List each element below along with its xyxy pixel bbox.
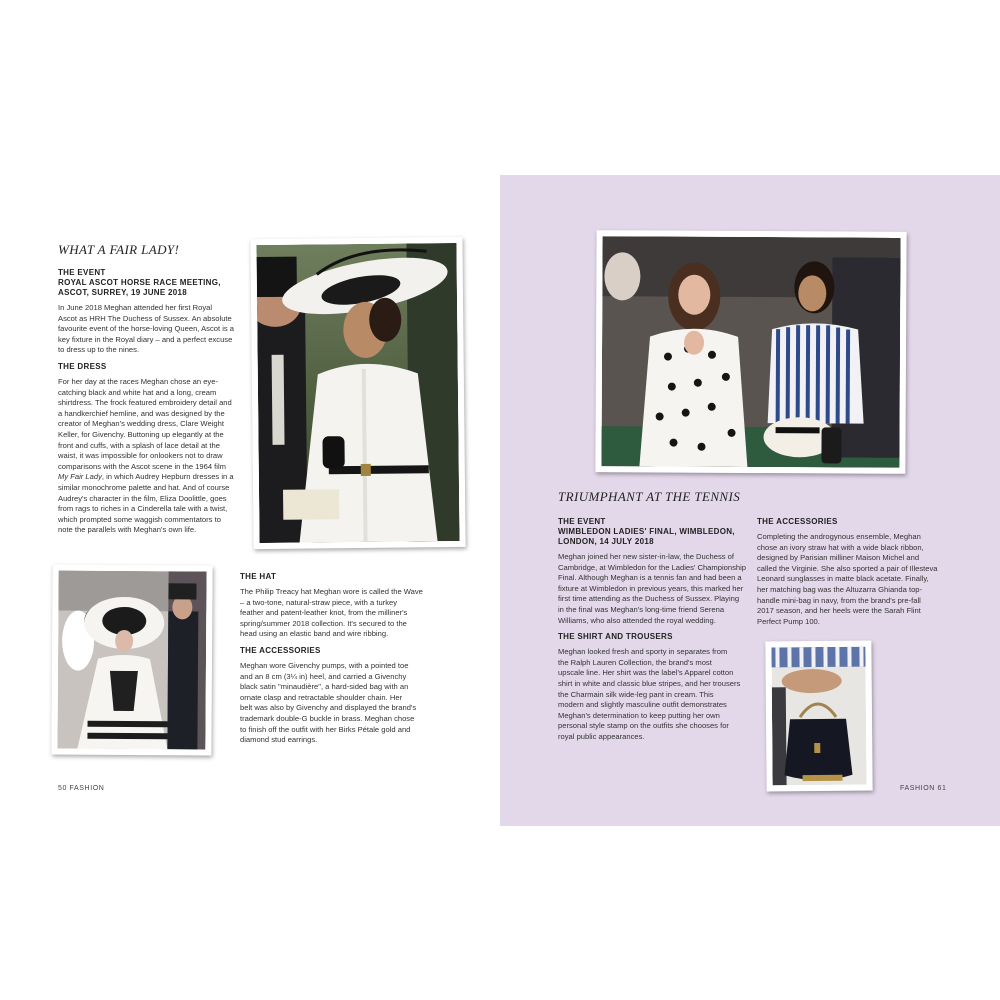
text-line: Cambridge, at Wimbledon for the Ladies' Championship (558, 562, 747, 572)
text-line: Meghan wore Givenchy pumps, with a pointed toe (240, 660, 409, 670)
right-event-subheading-1: WIMBLEDON LADIES' FINAL, WIMBLEDON, (558, 527, 735, 536)
text-line: Final. Although Meghan is a tennis fan and had been a (558, 573, 742, 583)
shirt-heading: THE SHIRT AND TROUSERS (558, 632, 673, 642)
hat-text (240, 587, 440, 640)
text-line: Perfect Pump 100. (757, 616, 820, 626)
text-line: her matching bag was the Altuzarra Ghianda top- (757, 584, 923, 594)
left-event-block (58, 268, 248, 536)
text-line: Ascot as HRH The Duchess of Sussex. An absolute (58, 313, 232, 323)
text-line: chose an ivory straw hat with a wide black ribbon, (757, 542, 924, 552)
section-title-fair-lady: WHAT A FAIR LADY! (58, 242, 180, 257)
fair-lady-photo-image (57, 570, 206, 749)
text-line: to dress up to the nines. (58, 345, 140, 355)
section-title-tennis: TRIUMPHANT AT THE TENNIS (558, 489, 741, 504)
text-line: feather and patent-leather knot, from the milliner's (240, 608, 408, 618)
wimbledon-photo (601, 236, 900, 468)
text-line: 2017 season, and her heels were the Sarah Flint (757, 606, 921, 616)
left-event-text (58, 303, 248, 356)
right-accessories-text (757, 532, 957, 627)
fair-lady-photo (57, 570, 206, 749)
text-line: creator of Meghan's wedding dress, Clare Weight (58, 419, 224, 429)
right-event-heading: THE EVENT (558, 517, 606, 526)
text-line: the Ralph Lauren Collection, the brand's most (558, 657, 712, 667)
bag-photo (771, 647, 866, 786)
left-folio: 50 FASHION (58, 785, 105, 792)
fair-lady-photo-frame (51, 564, 212, 755)
ascot-photo-frame (250, 237, 465, 549)
hat-heading: THE HAT (240, 572, 277, 581)
ascot-photo-image (256, 243, 459, 543)
bag-photo-frame (765, 641, 872, 792)
text-line: For her day at the races Meghan chose an eye- (58, 376, 218, 386)
right-event-subheading-2: LONDON, 14 JULY 2018 (558, 537, 654, 546)
shirt-text (558, 647, 748, 742)
text-line: handle mini-bag in navy, from the brand's pre-fall (757, 595, 921, 605)
text-line: note the parallels with Meghan's own life. (58, 525, 197, 535)
text-line: trademark double-G buckle in brass. Meghan chose (240, 713, 415, 723)
text-line: the Charmain silk wide-leg pant in cream. This (558, 689, 714, 699)
right-event-text (558, 552, 748, 626)
text-line: Keller, for Givenchy. Buttoning up elegantly at the (58, 429, 224, 439)
text-line: and an 8 cm (3¼ in) heel, and carried a Givenchy (240, 671, 407, 681)
film-title: My Fair Lady (58, 472, 102, 482)
text-line: shirtdress. The frock featured embroidery detail and (58, 398, 232, 408)
dress-text (58, 377, 248, 536)
right-event-block (558, 517, 748, 743)
text-line: called the Virginie. She also sported a pair of Illesteva (757, 563, 938, 573)
text-line: fixture at Wimbledon in previous years, this marked her (558, 583, 744, 593)
left-accessories-text (240, 661, 440, 746)
text-line: diamond stud earrings. (240, 735, 318, 745)
text-line: Meghan joined her new sister-in-law, the Duchess of (558, 552, 735, 561)
text-line: catching black and white hat and a long, cream (58, 387, 217, 397)
left-event-subheading-1: ROYAL ASCOT HORSE RACE MEETING, (58, 278, 221, 287)
text-line: royal public appearances. (558, 731, 645, 741)
text-line: upscale line. Her shirt was the label's Apparel cotton (558, 668, 734, 678)
right-folio: FASHION 61 (900, 785, 947, 792)
text-line: front and cuffs, with a splash of lace detail at the (58, 440, 220, 450)
text-line: similar monochrome palette and hat. And of course (58, 482, 230, 492)
text-line: modern and slightly masculine outfit demonstrates (558, 700, 727, 710)
text-line: In June 2018 Meghan attended her first Royal (58, 303, 213, 312)
right-accessories-heading: THE ACCESSORIES (757, 517, 838, 526)
left-hat-block (240, 572, 440, 746)
text-line: key fixture in the Royal diary – and a perfect excuse (58, 334, 233, 344)
text-line: belt was also by Givenchy and displayed the brand's (240, 703, 417, 713)
text-line (58, 472, 248, 483)
text-line: first time attending as the Duchess of Sussex. Playing (558, 594, 740, 604)
text-line: shirt in white and classic blue stripes, and her trousers (558, 678, 741, 688)
text-line: comparisons with the Ascot scene in the 1964 film (58, 461, 226, 471)
text-line: head using an elastic band and wire ribbing. (240, 629, 389, 639)
ascot-photo (256, 243, 459, 543)
text-line: in the final was Meghan's long-time friend Serena (558, 604, 725, 614)
text-line: waist, it was impossible for onlookers not to draw (58, 451, 223, 461)
bag-photo-image (771, 647, 866, 786)
left-event-heading: THE EVENT (58, 268, 106, 277)
left-event-subheading-2: ASCOT, SURREY, 19 JUNE 2018 (58, 288, 188, 297)
right-accessories-block (757, 517, 957, 627)
text-line: which prompted some waggish commentators to (58, 514, 221, 524)
text-line: Completing the androgynous ensemble, Meghan (757, 532, 921, 541)
text-line: to finish off the outfit with her Birks Pétale gold and (240, 724, 411, 734)
text-line: Meghan looked fresh and sporty in separates from (558, 647, 728, 657)
text-line: personal style stamp on the outfits she chooses for (558, 721, 729, 731)
text-line: Leonard sunglasses in matte black acetate. Finally, (757, 574, 929, 584)
text-line: favourite event of the horse-loving Queen, Ascot is a (58, 324, 235, 334)
left-accessories-heading: THE ACCESSORIES (240, 645, 321, 655)
text-line-rest: , in which Audrey Hepburn dresses in a (101, 472, 234, 482)
right-page (500, 175, 1000, 826)
text-line: ornate clasp and retractable shoulder chain. Her (240, 692, 403, 702)
dress-heading: THE DRESS (58, 361, 107, 371)
text-line: black satin "minaudière", a hard-sided bag with an (240, 682, 409, 692)
text-line: designed by Parisian milliner Maison Michel and (757, 553, 920, 563)
text-line: The Philip Treacy hat Meghan wore is called the Wave (240, 587, 423, 596)
text-line: spring/summer 2018 collection. It's secured to the (240, 618, 407, 628)
text-line: Meghan's determination to keep putting her own (558, 710, 720, 720)
text-line: a handkerchief hemline, and was designed by the (58, 408, 225, 418)
wimbledon-photo-frame (595, 230, 906, 474)
wimbledon-photo-image (601, 236, 900, 468)
text-line: – a two-tone, natural-straw piece, with a turkey (240, 597, 398, 607)
text-line: Audrey's character in the film, Eliza Doolittle, goes (58, 493, 227, 503)
text-line: from rags to riches in a Cinderella tale with a twist, (58, 504, 228, 514)
text-line: Williams, who also attended the royal wedding. (558, 615, 716, 625)
